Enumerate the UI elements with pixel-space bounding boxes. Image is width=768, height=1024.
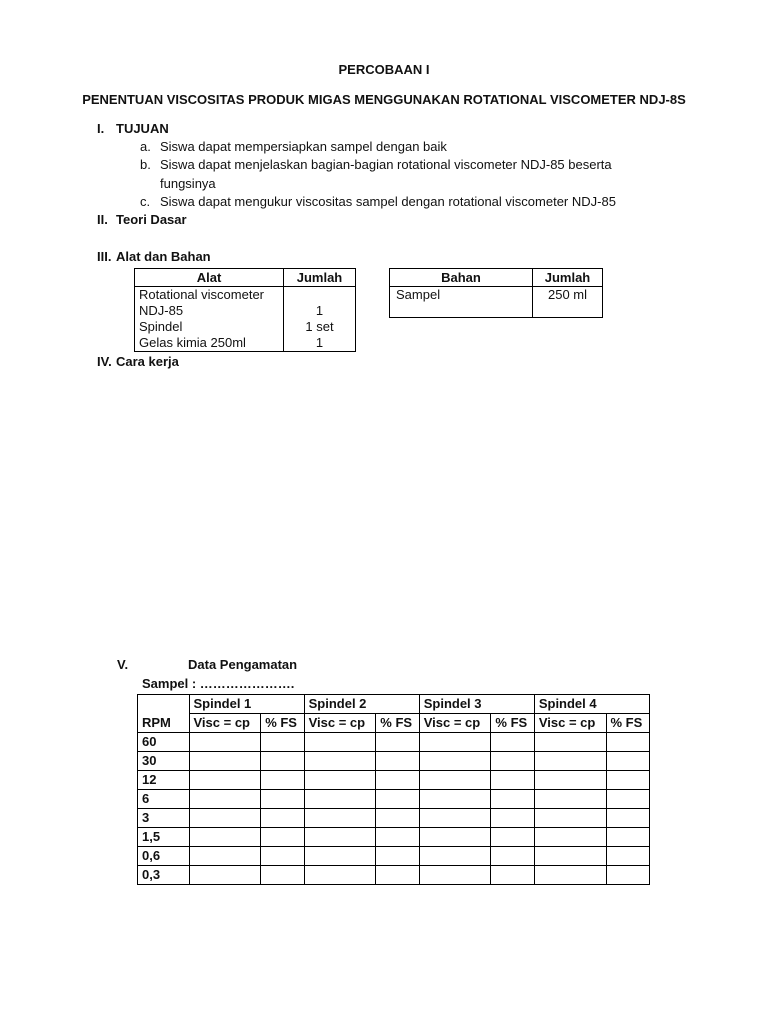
visc-cell [189,771,261,790]
alat-jumlah-header: Jumlah [284,269,356,287]
visc-cell [304,771,376,790]
visc-cell [419,866,491,885]
rpm-header-spacer [138,695,190,714]
section-3-number: III. [97,249,112,264]
section-4-heading: Cara kerja [116,354,179,369]
visc-cell [189,733,261,752]
fs-header: % FS [606,714,649,733]
alat-jumlah-cell: 1 [284,303,356,319]
rpm-value: 30 [138,752,190,771]
fs-cell [376,809,419,828]
rpm-value: 0,6 [138,847,190,866]
visc-cell [189,828,261,847]
fs-cell [606,847,649,866]
tujuan-item-c: Siswa dapat mengukur viscositas sampel dengan rotational viscometer NDJ-85 [160,194,616,209]
bahan-cell: Sampel [390,287,533,318]
bahan-header: Bahan [390,269,533,287]
visc-cell [534,733,606,752]
alat-cell: Gelas kimia 250ml [135,335,284,352]
fs-cell [261,847,304,866]
fs-cell [491,828,534,847]
visc-cell [419,809,491,828]
visc-cell [304,733,376,752]
fs-cell [261,771,304,790]
rpm-rows [138,733,650,885]
visc-cell [189,752,261,771]
tujuan-item-b-continued: fungsinya [160,176,216,191]
visc-cell [534,847,606,866]
section-5-number: V. [117,657,129,672]
fs-header: % FS [491,714,534,733]
rpm-value: 60 [138,733,190,752]
visc-cell [534,866,606,885]
observation-table [137,694,650,885]
bahan-jumlah-header: Jumlah [533,269,603,287]
fs-cell [261,809,304,828]
tujuan-mark-b: b. [140,157,151,172]
tujuan-mark-c: c. [140,194,151,209]
visc-header: Visc = cp [534,714,606,733]
tujuan-item-a: Siswa dapat mempersiapkan sampel dengan baik [160,139,447,154]
visc-cell [189,809,261,828]
tujuan-item-b: Siswa dapat menjelaskan bagian-bagian rotational viscometer NDJ-85 beserta [160,157,612,172]
sample-label: Sampel : …………………. [142,676,295,691]
alat-cell: Rotational viscometer [135,287,284,304]
visc-cell [419,733,491,752]
visc-cell [189,790,261,809]
rpm-value: 6 [138,790,190,809]
spindle-header: Spindel 1 [189,695,304,714]
alat-header: Alat [135,269,284,287]
fs-cell [606,790,649,809]
section-1-number: I. [97,121,105,136]
alat-cell: NDJ-85 [135,303,284,319]
page-title: PERCOBAAN I [338,62,430,77]
fs-cell [261,828,304,847]
fs-cell [261,866,304,885]
visc-cell [304,752,376,771]
table-row [138,771,650,790]
fs-cell [491,733,534,752]
alat-table [134,268,356,352]
visc-cell [304,828,376,847]
rpm-value: 0,3 [138,866,190,885]
visc-cell [534,771,606,790]
fs-cell [376,866,419,885]
alat-jumlah-cell: 1 [284,335,356,352]
visc-cell [419,828,491,847]
section-2-heading: Teori Dasar [116,212,187,227]
table-row [138,847,650,866]
fs-cell [606,771,649,790]
visc-header: Visc = cp [189,714,261,733]
visc-cell [304,809,376,828]
table-row [138,752,650,771]
fs-cell [376,790,419,809]
alat-cell: Spindel [135,319,284,335]
fs-cell [261,790,304,809]
fs-cell [606,866,649,885]
visc-cell [534,828,606,847]
visc-cell [304,866,376,885]
fs-cell [261,752,304,771]
rpm-header: RPM [138,714,190,733]
fs-cell [606,752,649,771]
fs-cell [491,752,534,771]
alat-jumlah-cell [284,287,356,304]
rpm-value: 1,5 [138,828,190,847]
spindle-header: Spindel 4 [534,695,649,714]
alat-jumlah-cell: 1 set [284,319,356,335]
visc-cell [189,847,261,866]
fs-cell [376,733,419,752]
fs-cell [376,771,419,790]
bahan-jumlah-cell: 250 ml [533,287,603,318]
visc-header: Visc = cp [304,714,376,733]
visc-cell [534,790,606,809]
rpm-value: 3 [138,809,190,828]
fs-cell [606,733,649,752]
table-row [138,790,650,809]
visc-cell [534,809,606,828]
section-3-heading: Alat dan Bahan [116,249,211,264]
tujuan-mark-a: a. [140,139,151,154]
table-row [138,828,650,847]
section-1-heading: TUJUAN [116,121,169,136]
visc-cell [419,771,491,790]
fs-cell [261,733,304,752]
fs-cell [491,847,534,866]
visc-cell [189,866,261,885]
section-5-heading: Data Pengamatan [188,657,298,672]
fs-cell [376,752,419,771]
visc-cell [419,790,491,809]
fs-cell [491,809,534,828]
fs-cell [491,866,534,885]
fs-cell [606,828,649,847]
visc-cell [534,752,606,771]
fs-cell [606,809,649,828]
visc-header: Visc = cp [419,714,491,733]
visc-cell [304,790,376,809]
visc-cell [304,847,376,866]
fs-header: % FS [261,714,304,733]
spindle-header: Spindel 2 [304,695,419,714]
rpm-value: 12 [138,771,190,790]
table-row [138,733,650,752]
visc-cell [419,847,491,866]
section-4-number: IV. [97,354,112,369]
visc-cell [419,752,491,771]
fs-cell [376,828,419,847]
page-subtitle: PENENTUAN VISCOSITAS PRODUK MIGAS MENGGUNAKAN ROTATIONAL VISCOMETER NDJ-8S [82,92,686,107]
table-row [138,809,650,828]
spindle-header: Spindel 3 [419,695,534,714]
fs-header: % FS [376,714,419,733]
bahan-table [389,268,603,318]
fs-cell [491,790,534,809]
table-row [138,866,650,885]
fs-cell [376,847,419,866]
fs-cell [491,771,534,790]
section-2-number: II. [97,212,108,227]
